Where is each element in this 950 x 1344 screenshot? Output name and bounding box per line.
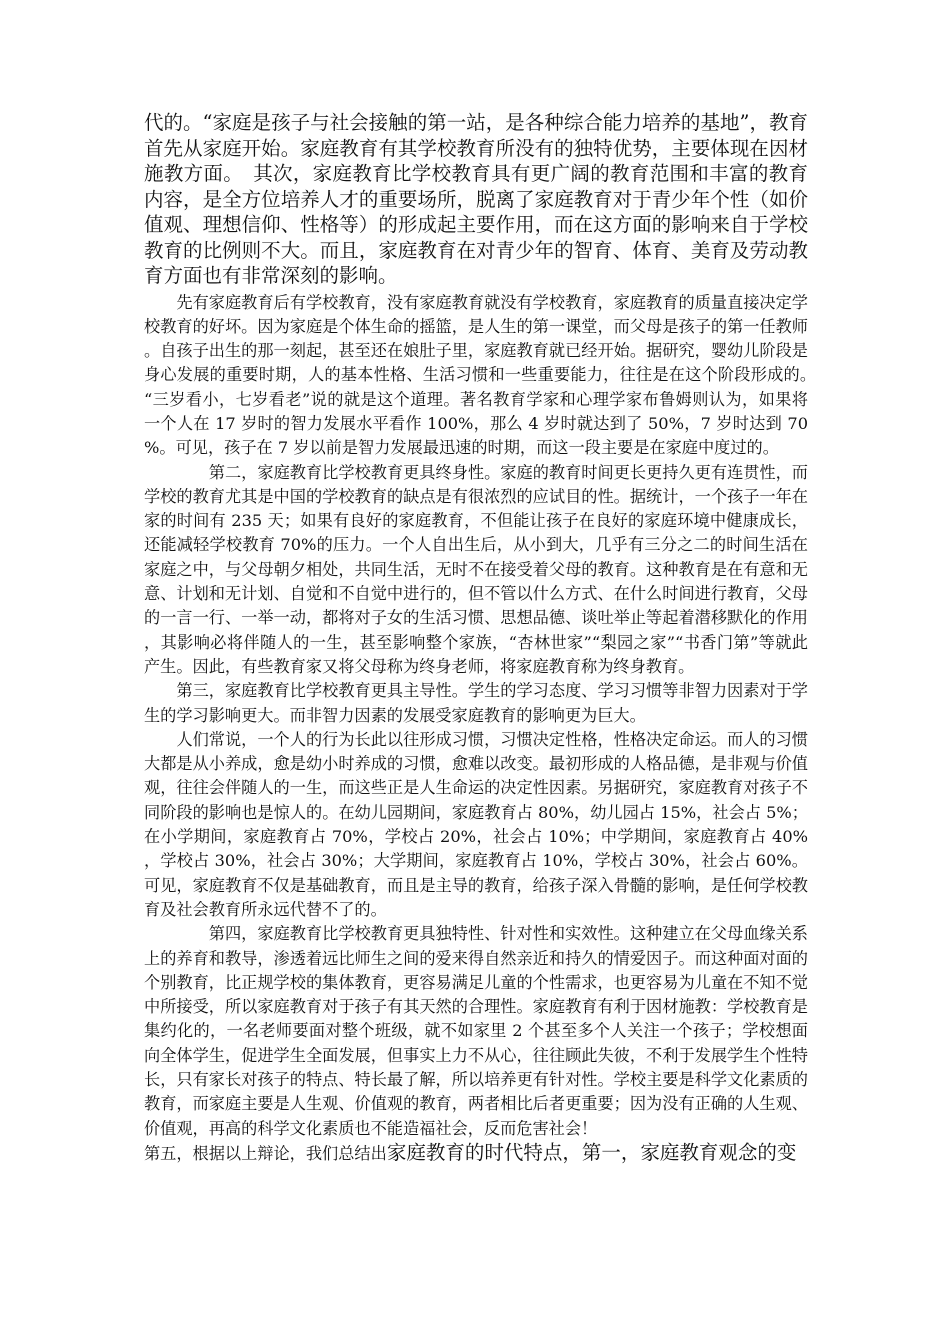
paragraph-2: 先有家庭教育后有学校教育，没有家庭教育就没有学校教育，家庭教育的质量直接决定学校教育的好坏。因为家庭是个体生命的摇篮，是人生的第一课堂，而父母是孩子的第一任教师。自孩子出生的那一刻起，甚至还在娘肚子里，家庭教育就已经开始。据研究，婴幼儿阶段是身心发展的重要时期，人的基本性格、生活习惯和一些重要能力，往往是在这个阶段形成的。 “三岁看小，七岁看老”说的就是这个道理。著名教育学家和心理学家布鲁姆则认为，如果将一个人在 17 岁时的智力发展水平看作 100%，那么 4 岁时就达到了 50%，7 岁时达到 70%。可见，孩子在 7 岁以前是智力发展最迅速的时期，而这一段主要是在家庭中度过的。 (144, 292, 825, 458)
last-line-large-text: 家庭教育的时代特点，第一，家庭教育观念的变 (386, 1140, 797, 1164)
paragraph-6: 第四，家庭教育比学校教育更具独特性、针对性和实效性。这种建立在父母血缘关系上的养育和教导，渗透着远比师生之间的爱来得自然亲近和持久的情爱因子。而这种面对面的个别教育，比正规学校的集体教育，更容易满足儿童的个性需求，也更容易为儿童在不知不觉中所接受，所以家庭教育对于孩子有其天然的合理性。家庭教育有利于因材施教：学校教育是集约化的，一名老师要面对整个班级，就不如家里 2 个甚至多个人关注一个孩子；学校想面向全体学生，促进学生全面发展，但事实上力不从心，往往顾此失彼，不利于发展学生个性特长，只有家长对孩子的特点、特长最了解，所以培养更有针对性。学校主要是科学文化素质的教育，而家庭主要是人生观、价值观的教育，两者相比后者更重要；因为没有正确的人生观、价值观，再高的科学文化素质也不能造福社会，反而危害社会！ (144, 924, 808, 1138)
paragraph-3: 第二，家庭教育比学校教育更具终身性。家庭的教育时间更长更持久更有连贯性，而学校的教育尤其是中国的学校教育的缺点是有很浓烈的应试目的性。据统计，一个孩子一年在家的时间有 235 天；如果有良好的家庭教育，不但能让孩子在良好的家庭环境中健康成长，还能减轻学校教育 70%的压力。一个人自出生后，从小到大，几乎有三分之二的时间生活在家庭之中，与父母朝夕相处，共同生活，无时不在接受着父母的教育。这种教育是在有意和无意、计划和无计划、自觉和不自觉中进行的，但不管以什么方式、在什么时间进行教育，父母的一言一行、一举一动，都将对子女的生活习惯、思想品德、谈吐举止等起着潜移默化的作用，其影响必将伴随人的一生，甚至影响整个家族，“杏林世家”“梨园之家”“书香门第”等就此产生。因此，有些教育家又将父母称为终身老师，将家庭教育称为终身教育。 (144, 462, 808, 676)
paragraph-1: 代的。“家庭是孩子与社会接触的第一站，是各种综合能力培养的基地”，教育首先从家庭开始。家庭教育有其学校教育所没有的独特优势，主要体现在因材施教方面。 其次，家庭教育比学校教育具有更广阔的教育范围和丰富的教育内容，是全方位培养人才的重要场所，脱离了家庭教育对于青少年个性（如价值观、理想信仰、性格等）的形成起主要作用，而在这方面的影响来自于学校教育的比例则不大。而且，家庭教育在对青少年的智育、体育、美育及劳动教育方面也有非常深刻的影响。 (144, 111, 808, 287)
paragraph-5: 人们常说，一个人的行为长此以往形成习惯，习惯决定性格，性格决定命运。而人的习惯大都是从小养成，愈是幼小时养成的习惯，愈难以改变。最初形成的人格品德，是非观与价值观，往往会伴随人的一生，而这些正是人生命运的决定性因素。另据研究，家庭教育对孩子不同阶段的影响也是惊人的。在幼儿园期间，家庭教育占 80%，幼儿园占 15%，社会占 5%；在小学期间，家庭教育占 70%，学校占 20%，社会占 10%；中学期间，家庭教育占 40%，学校占 30%，社会占 30%；大学期间，家庭教育占 10%，学校占 30%，社会占 60%。可见，家庭教育不仅是基础教育，而且是主导的教育，给孩子深入骨髓的影响，是任何学校教育及社会教育所永远代替不了的。 (144, 729, 808, 919)
paragraph-7 (144, 1141, 808, 1166)
document-page (144, 110, 825, 1166)
last-line-small-text: 第五，根据以上辩论，我们总结出 (144, 1143, 387, 1163)
paragraph-4: 第三，家庭教育比学校教育更具主导性。学生的学习态度、学习习惯等非智力因素对于学生的学习影响更大。而非智力因素的发展受家庭教育的影响更为巨大。 (144, 681, 808, 725)
